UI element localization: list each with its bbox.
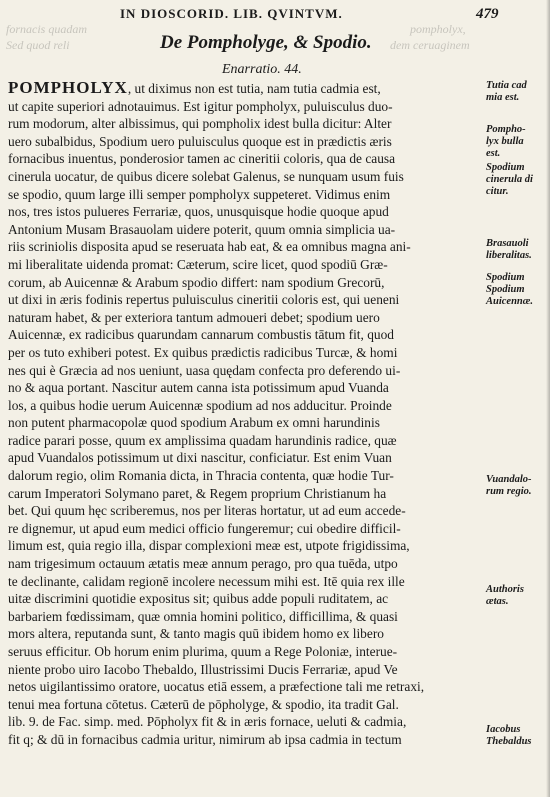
text-line: ut dixi in æris fodinis repertus puluisculus cineritii coloris est, qui ueneni: [8, 292, 400, 308]
text-line: limum est, quia regio illa, dispar complexioni meæ est, utpote frigidissima,: [8, 538, 410, 554]
text-line: naturam habet, & per exteriora tantum admoueri debet; spodium uero: [8, 309, 380, 325]
text-line: mors altera, reputanda sunt, & tanto magis quū ibidem homo ex libero: [8, 626, 384, 642]
margin-note-line: est.: [486, 148, 501, 159]
body-text: [8, 79, 478, 749]
margin-note-line: Tutia cad: [486, 80, 527, 91]
margin-note-line: Spodium: [486, 272, 525, 283]
text-line: ut capite superiori adnotauimus. Est igitur pompholyx, puluisculus duo-: [8, 98, 393, 114]
text-line: corum, ab Auicennæ & Arabum spodio differt: nam spodium Grecorū,: [8, 274, 385, 290]
text-line: rum modorum, alter albissimus, qui pompholix idest bulla dicitur: Alter: [8, 116, 392, 132]
bleed-left-second: Sed quod reli: [6, 38, 70, 52]
text-line: seruus efficitur. Ob horum enim plurima, quum a Rege Poloniæ, interue-: [8, 644, 398, 659]
margin-note-iacobus: [486, 724, 548, 748]
margin-note-line: Authoris: [486, 584, 524, 595]
text-line: nes qui è Græcia ad nos ueniunt, uasa quędam confecta pro deferendo ui-: [8, 362, 401, 378]
section-title: De Pompholyge, & Spodio.: [160, 32, 372, 53]
margin-note-line: Spodium: [486, 162, 525, 173]
margin-note-line: cinerula di: [486, 174, 533, 185]
margin-note-spodium-auicennae: [486, 272, 548, 308]
margin-note-pompholyx: [486, 124, 548, 160]
text-line: uero subalbidus, Spodium uero puluisculus quoque est in prædictis æris: [8, 133, 392, 149]
margin-note-spodium: [486, 162, 548, 198]
text-line: lib. 9. de Fac. simp. med. Pōpholyx fit & in æris fornace, ueluti & cadmia,: [8, 714, 407, 730]
text-line: tenui mea fortuna cōtetus. Cæterū de pōpholyge, & spodio, ita tradit Gal.: [8, 696, 399, 712]
text-line: Auicennæ, ex radicibus quarundam cannarum combustis tātum fit, quod: [8, 327, 395, 343]
margin-note-line: Vuandalo-: [486, 474, 532, 485]
margin-note-brasauoli: [486, 238, 548, 262]
text-line: nam trigesimum octauum ætatis meæ annum perago, pro qua tuēda, utpo: [8, 556, 398, 572]
margin-note-authoris: [486, 584, 548, 608]
margin-note-line: ætas.: [486, 596, 509, 607]
text-line: non putent pharmacopolæ quod spodium Arabum ex omni harundinis: [8, 415, 380, 431]
enarratio-subheading: Enarratio. 44.: [222, 62, 302, 77]
margin-note-vuandalorum: [486, 474, 548, 498]
text-line: apud Vuandalos potissimum ut dixi nascitur, conficiatur. Est enim Vuan: [8, 450, 392, 466]
margin-note-line: lyx bulla: [486, 136, 524, 147]
margin-note-line: Thebaldus: [486, 736, 532, 747]
text-line: te declinante, calidam regionē incolere necessum mihi est. Itē quia rex ille: [8, 573, 405, 589]
text-line: niente probo uiro Iacobo Thebaldo, Illustrissimi Ducis Ferrariæ, apud Ve: [8, 661, 398, 677]
margin-note-line: Pompho-: [486, 124, 526, 135]
margin-note-line: Iacobus: [486, 724, 521, 735]
initial-word: POMPHOLYX: [8, 79, 128, 97]
text-line: per os tuto exhiberi potest. Ex quibus prædictis radicibus Turcæ, & homi: [8, 344, 398, 360]
running-head: IN DIOSCORID. LIB. QVINTVM.: [120, 6, 343, 21]
margin-note-line: citur.: [486, 186, 509, 197]
text-line: fornacibus inuentus, ponderosior tamen ac cineritii coloris, qua de causa: [8, 151, 396, 167]
margin-note-line: rum regio.: [486, 486, 532, 497]
text-line: fit q; & dū in fornacibus cadmia uritur, nimirum ab ipsa cadmia in tectum: [8, 731, 402, 747]
page-edge-shadow: [546, 0, 550, 797]
page-header: [0, 6, 550, 26]
text-line: se spodio, quum large illi semper pompholyx suppeteret. Vidimus enim: [8, 186, 391, 202]
margin-note-line: liberalitas.: [486, 250, 532, 261]
bleed-right-second: dem ceruaginem: [390, 38, 470, 52]
margin-note-line: Brasauoli: [486, 238, 529, 249]
margin-note-line: Auicennæ.: [486, 296, 533, 307]
bleed-right-top: pompholyx,: [410, 22, 466, 36]
text-line: carum Imperatori Solymano paret, & Regem proprium Christianum ha: [8, 485, 387, 501]
text-line: uitæ discrimini quotidie expositus sit; quibus adde populi ruditatem, ac: [8, 591, 389, 607]
text-line: POMPHOLYX, ut diximus non est tutia, nam tutia cadmia est,: [8, 79, 381, 97]
text-line: netos uigilantissimo oratore, uocatus etiā essem, a præfectione tali me retraxi,: [8, 679, 425, 695]
margin-note-line: Spodium: [486, 284, 525, 295]
text-line: no & aqua portant. Nascitur autem canna ista potissimum apud Vuanda: [8, 380, 389, 396]
text-line: Antonium Musam Brasauolam uidere poterit, quum omnia simplicia ua-: [8, 221, 396, 237]
text-line: los, a quibus hodie uerum Auicennæ spodium ad nos adducitur. Proinde: [8, 397, 392, 413]
text-line: mi liberalitate uidenda promat: Cæterum, scire licet, quod spodiū Græ-: [8, 256, 388, 272]
text-line: riis scriniolis disposita apud se reseruata hab eat, & ea omnibus magna ani-: [8, 239, 411, 255]
text-line: cinerula uocatur, de quibus dicere solebat Galenus, se nunquam usum fuis: [8, 168, 404, 184]
text-line: barbariem fœdissimam, quæ omnia homini politico, difficillima, & quasi: [8, 608, 398, 624]
text-line: radice parari posse, quum ex amplissima quadam harundinis radice, quæ: [8, 432, 397, 448]
margin-note-tutia: [486, 80, 548, 104]
text-line: nos, tres istos pulueres Ferrariæ, quos, unusquisque hodie quoque apud: [8, 204, 389, 220]
page-number: 479: [476, 6, 499, 22]
text-line: dalorum regio, olim Romania dicta, in Thracia contenta, quæ hodie Tur-: [8, 468, 394, 484]
text-line: re dignemur, ut apud eum medici officio fungeremur; cui obedire difficil-: [8, 520, 401, 536]
margin-note-line: mia est.: [486, 92, 520, 103]
bleed-left-top: fornacis quadam: [6, 22, 87, 36]
text-line: bet. Qui quum hęc scriberemus, nos per literas hortatur, ut ad eum accede-: [8, 503, 406, 519]
